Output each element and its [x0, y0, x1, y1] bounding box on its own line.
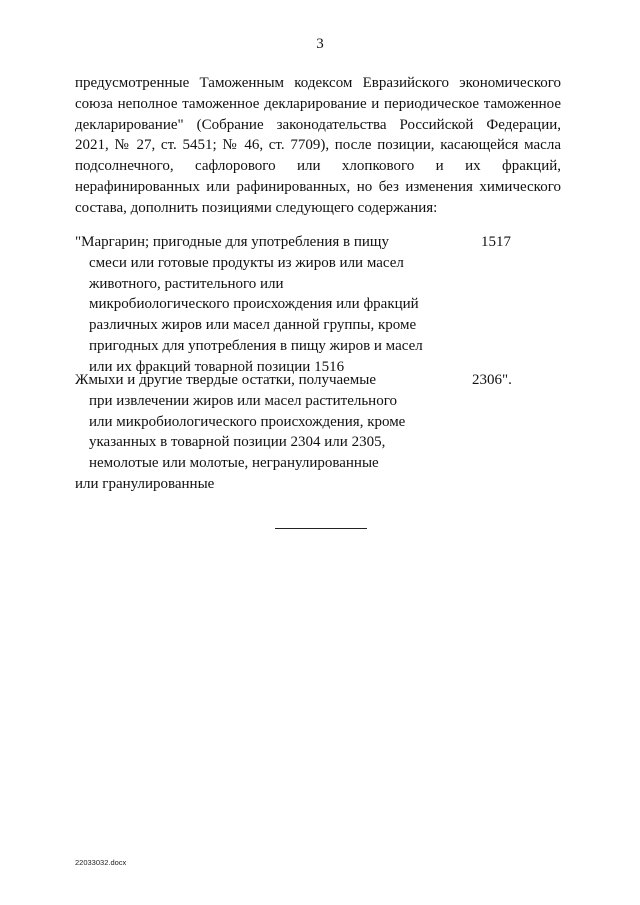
entry-description-line: или их фракций товарной позиции 1516: [89, 358, 345, 375]
entry-description-line: микробиологического происхождения или фракций: [89, 296, 419, 313]
entry-description-line: смеси или готовые продукты из жиров или масел: [89, 254, 404, 271]
intro-line: союза неполное таможенное декларирование и периодическое таможенное: [75, 95, 561, 112]
page-number: 3: [316, 36, 324, 52]
entry-description-line: различных жиров или масел данной группы, кроме: [89, 317, 417, 334]
intro-line: декларирование" (Собрание законодательства Российской Федерации,: [75, 116, 561, 133]
intro-line: 2021, № 27, ст. 5451; № 46, ст. 7709), после позиции, касающейся масла: [75, 137, 561, 154]
entry-code: 2306".: [472, 372, 512, 388]
entry-description: [75, 370, 435, 495]
entry-description-line: или микробиологического происхождения, кроме: [89, 413, 406, 430]
intro-line: состава, дополнить позициями следующего содержания:: [75, 199, 438, 216]
entry-description-line: немолотые или молотые, негранулированные: [89, 455, 379, 472]
end-of-text-rule: [275, 528, 367, 529]
intro-line: подсолнечного, сафлорового или хлопкового и их фракций,: [75, 158, 561, 175]
entry-description-line: "Маргарин; пригодные для употребления в пищу: [75, 234, 389, 250]
intro-line: нерафинированных или рафинированных, но без изменения химического: [75, 178, 561, 195]
entry-description-line: Жмыхи и другие твердые остатки, получаемые: [75, 372, 377, 388]
entry-description-line: при извлечении жиров или масел растительного: [89, 392, 397, 409]
entry-description-line: или гранулированные: [75, 475, 215, 492]
entry-code: 1517: [481, 234, 511, 250]
entry-description-line: животного, растительного или: [89, 275, 284, 292]
entry-description: [75, 232, 435, 378]
intro-paragraph: [75, 73, 561, 219]
entry-description-line: пригодных для употребления в пищу жиров и масел: [89, 337, 423, 354]
footer-filename: 22033032.docx: [75, 858, 127, 867]
intro-line: предусмотренные Таможенным кодексом Евразийского экономического: [75, 75, 561, 91]
entry-description-line: указанных в товарной позиции 2304 или 2305,: [89, 434, 386, 451]
